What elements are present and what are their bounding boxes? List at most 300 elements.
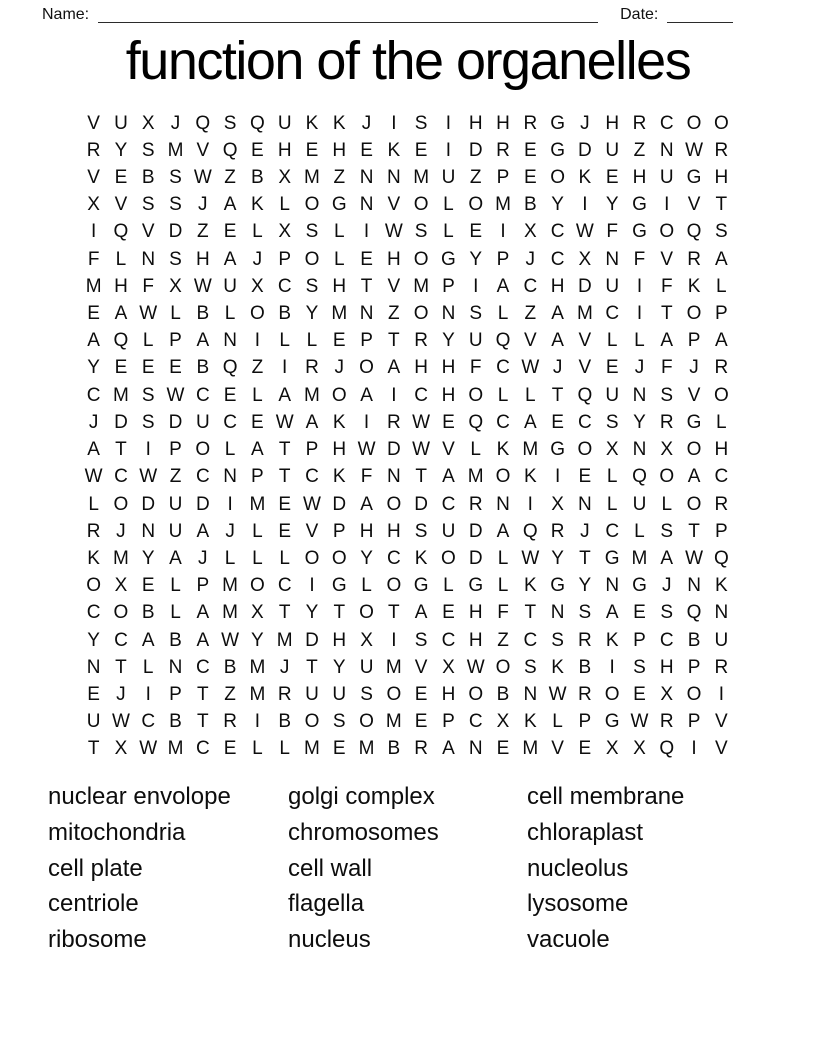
grid-cell: V xyxy=(551,738,564,760)
grid-cell: B xyxy=(141,167,155,189)
grid-cell: N xyxy=(223,466,237,488)
grid-cell: D xyxy=(578,275,592,297)
grid-cell: U xyxy=(605,384,620,406)
grid-cell: E xyxy=(414,139,428,161)
grid-cell: S xyxy=(469,303,483,325)
grid-cell: R xyxy=(414,738,428,760)
grid-cell: A xyxy=(196,629,210,651)
grid-cell: C xyxy=(496,357,510,379)
grid-cell: Y xyxy=(305,602,319,624)
grid-cell: M xyxy=(167,738,184,760)
grid-cell: D xyxy=(168,411,183,433)
grid-cell: O xyxy=(331,547,347,569)
grid-cell: H xyxy=(195,248,210,270)
grid-cell: T xyxy=(688,520,700,542)
grid-cell: U xyxy=(359,656,374,678)
grid-cell: P xyxy=(305,439,319,461)
grid-cell: E xyxy=(251,139,264,161)
grid-cell: E xyxy=(469,221,483,243)
grid-cell: L xyxy=(606,466,618,488)
word-list-item: chromosomes xyxy=(288,818,439,846)
grid-cell: C xyxy=(578,411,592,433)
grid-cell: O xyxy=(686,303,702,325)
grid-cell: G xyxy=(441,248,456,270)
grid-cell: O xyxy=(577,439,593,461)
grid-cell: M xyxy=(304,738,320,760)
grid-cell: M xyxy=(576,303,593,325)
grid-cell: E xyxy=(223,221,237,243)
grid-cell: C xyxy=(195,466,210,488)
grid-cell: L xyxy=(279,547,290,569)
grid-cell: L xyxy=(170,602,181,624)
grid-cell: D xyxy=(468,520,483,542)
grid-cell: J xyxy=(198,194,208,216)
grid-cell: U xyxy=(332,683,347,705)
grid-cell: A xyxy=(251,439,264,461)
grid-cell: K xyxy=(523,575,537,597)
grid-cell: A xyxy=(87,330,100,352)
grid-cell: H xyxy=(114,275,128,297)
grid-cell: I xyxy=(582,194,588,216)
grid-cell: W xyxy=(384,221,403,243)
grid-cell: N xyxy=(632,439,647,461)
grid-cell: Z xyxy=(169,466,182,488)
grid-cell: A xyxy=(87,439,100,461)
grid-cell: O xyxy=(686,439,702,461)
grid-cell: V xyxy=(114,194,128,216)
grid-cell: N xyxy=(687,575,701,597)
grid-cell: N xyxy=(550,602,565,624)
grid-cell: R xyxy=(550,520,565,542)
grid-cell: S xyxy=(223,112,237,134)
grid-cell: S xyxy=(605,411,619,433)
grid-cell: Y xyxy=(578,575,592,597)
grid-cell: L xyxy=(443,575,454,597)
grid-cell: W xyxy=(193,167,212,189)
grid-cell: T xyxy=(551,384,564,406)
word-list-column xyxy=(288,779,439,958)
grid-cell: L xyxy=(224,547,236,569)
grid-row xyxy=(80,491,735,518)
grid-cell: W xyxy=(521,547,540,569)
grid-cell: E xyxy=(305,139,319,161)
grid-cell: L xyxy=(224,303,236,325)
grid-cell: Z xyxy=(469,167,482,189)
grid-cell: Y xyxy=(305,303,319,325)
grid-cell: A xyxy=(387,357,401,379)
grid-cell: X xyxy=(660,439,674,461)
grid-cell: S xyxy=(660,520,674,542)
grid-cell: E xyxy=(414,711,428,733)
grid-cell: P xyxy=(278,248,292,270)
grid-cell: S xyxy=(414,221,428,243)
grid-cell: P xyxy=(169,330,182,352)
grid-cell: A xyxy=(496,275,510,297)
grid-cell: M xyxy=(113,547,129,569)
grid-cell: U xyxy=(277,112,292,134)
grid-cell: I xyxy=(309,575,315,597)
grid-cell: G xyxy=(632,194,647,216)
grid-cell: G xyxy=(550,439,565,461)
grid-cell: L xyxy=(661,493,673,515)
grid-row xyxy=(80,192,735,219)
grid-cell: Y xyxy=(141,547,155,569)
grid-cell: V xyxy=(387,275,401,297)
grid-cell: X xyxy=(114,575,128,597)
grid-cell: P xyxy=(687,330,701,352)
grid-cell: E xyxy=(442,602,455,624)
grid-cell: E xyxy=(332,738,346,760)
grid-cell: C xyxy=(386,547,401,569)
grid-cell: D xyxy=(468,139,483,161)
grid-cell: R xyxy=(523,112,538,134)
grid-cell: F xyxy=(633,248,646,270)
grid-cell: N xyxy=(359,167,374,189)
grid-cell: V xyxy=(715,711,728,733)
word-list-item: nucleus xyxy=(288,926,371,954)
grid-row xyxy=(80,654,735,681)
grid-cell: G xyxy=(632,575,647,597)
grid-cell: B xyxy=(387,738,401,760)
grid-cell: M xyxy=(522,738,539,760)
grid-cell: V xyxy=(141,221,155,243)
grid-cell: K xyxy=(251,194,264,216)
grid-cell: M xyxy=(495,194,511,216)
grid-cell: I xyxy=(473,275,479,297)
grid-cell: V xyxy=(87,112,100,134)
grid-cell: P xyxy=(496,248,510,270)
grid-cell: Z xyxy=(633,139,646,161)
grid-cell: N xyxy=(578,493,592,515)
grid-cell: L xyxy=(170,575,181,597)
grid-cell: G xyxy=(632,221,647,243)
grid-cell: X xyxy=(278,167,292,189)
grid-cell: I xyxy=(609,656,615,678)
grid-cell: J xyxy=(198,547,208,569)
grid-cell: E xyxy=(251,411,264,433)
grid-cell: B xyxy=(251,167,264,189)
grid-cell: Q xyxy=(222,139,238,161)
grid-cell: S xyxy=(141,411,155,433)
grid-cell: Y xyxy=(251,629,264,651)
grid-cell: M xyxy=(222,602,238,624)
word-list-item: cell membrane xyxy=(527,783,685,810)
grid-cell: W xyxy=(139,738,158,760)
grid-cell: C xyxy=(605,303,620,325)
grid-cell: S xyxy=(660,602,674,624)
grid-cell: G xyxy=(686,167,702,189)
grid-cell: T xyxy=(115,656,127,678)
grid-cell: H xyxy=(332,439,347,461)
grid-cell: O xyxy=(713,384,729,406)
grid-cell: L xyxy=(443,221,454,243)
grid-cell: Y xyxy=(87,629,100,651)
grid-cell: C xyxy=(441,629,456,651)
grid-cell: Q xyxy=(468,411,484,433)
grid-cell: J xyxy=(88,411,99,433)
grid-cell: U xyxy=(441,520,456,542)
grid-cell: H xyxy=(496,112,510,134)
word-list-item: cell plate xyxy=(48,854,143,882)
grid-cell: T xyxy=(415,466,427,488)
grid-cell: M xyxy=(113,384,129,406)
grid-row xyxy=(80,437,735,464)
grid-cell: V xyxy=(305,520,319,542)
word-list-item: cell wall xyxy=(288,854,373,882)
grid-cell: C xyxy=(277,575,292,597)
grid-cell: O xyxy=(386,493,402,515)
grid-cell: O xyxy=(304,547,320,569)
grid-cell: I xyxy=(718,683,724,705)
grid-cell: O xyxy=(331,384,347,406)
grid-cell: A xyxy=(305,411,319,433)
grid-cell: H xyxy=(441,683,456,705)
grid-cell: S xyxy=(523,656,537,678)
grid-cell: E xyxy=(578,466,592,488)
grid-cell: Y xyxy=(360,547,373,569)
grid-cell: V xyxy=(687,194,701,216)
grid-cell: L xyxy=(88,493,99,515)
grid-cell: V xyxy=(87,167,100,189)
grid-cell: G xyxy=(550,139,565,161)
grid-cell: C xyxy=(550,248,565,270)
grid-cell: D xyxy=(141,493,156,515)
grid-cell: Y xyxy=(332,656,346,678)
grid-cell: A xyxy=(278,384,292,406)
grid-cell: D xyxy=(578,139,592,161)
grid-cell: W xyxy=(139,466,158,488)
grid-cell: L xyxy=(716,275,727,297)
grid-cell: I xyxy=(391,384,397,406)
grid-cell: Q xyxy=(686,221,702,243)
grid-cell: M xyxy=(222,575,238,597)
grid-cell: R xyxy=(659,411,674,433)
grid-cell: B xyxy=(196,357,210,379)
grid-cell: I xyxy=(363,411,370,433)
grid-cell: X xyxy=(496,711,510,733)
grid-cell: U xyxy=(195,411,210,433)
grid-row xyxy=(80,164,735,191)
grid-cell: X xyxy=(251,275,264,297)
grid-row xyxy=(80,709,735,736)
grid-cell: N xyxy=(632,384,647,406)
grid-cell: E xyxy=(223,738,237,760)
word-list-column xyxy=(48,779,231,958)
grid-cell: S xyxy=(414,112,428,134)
word-list-item: vacuole xyxy=(527,926,610,954)
grid-cell: H xyxy=(332,139,347,161)
grid-cell: H xyxy=(441,357,456,379)
grid-cell: H xyxy=(605,112,620,134)
grid-cell: M xyxy=(85,275,102,297)
grid-cell: J xyxy=(361,112,372,134)
grid-cell: M xyxy=(413,275,430,297)
grid-cell: E xyxy=(605,357,619,379)
grid-cell: S xyxy=(633,656,646,678)
grid-cell: R xyxy=(632,112,647,134)
grid-cell: M xyxy=(304,167,320,189)
grid-cell: F xyxy=(497,602,509,624)
grid-cell: L xyxy=(634,520,645,542)
word-list-item: nucleolus xyxy=(527,854,629,882)
grid-cell: V xyxy=(442,439,455,461)
grid-cell: Q xyxy=(113,330,129,352)
grid-cell: C xyxy=(86,384,101,406)
grid-cell: E xyxy=(578,738,592,760)
grid-cell: C xyxy=(223,411,237,433)
grid-cell: E xyxy=(169,357,182,379)
grid-cell: S xyxy=(169,194,182,216)
grid-cell: D xyxy=(168,221,183,243)
grid-cell: J xyxy=(580,112,590,134)
grid-cell: B xyxy=(496,683,510,705)
grid-cell: E xyxy=(141,575,155,597)
grid-cell: J xyxy=(225,520,235,542)
grid-cell: L xyxy=(497,303,509,325)
grid-cell: K xyxy=(523,466,537,488)
grid-cell: Q xyxy=(632,466,647,488)
grid-cell: G xyxy=(468,575,484,597)
grid-cell: V xyxy=(660,248,674,270)
grid-cell: H xyxy=(468,602,483,624)
grid-cell: C xyxy=(605,520,620,542)
grid-cell: O xyxy=(359,602,374,624)
grid-cell: A xyxy=(551,330,564,352)
grid-cell: V xyxy=(387,194,401,216)
grid-cell: U xyxy=(223,275,237,297)
grid-cell: E xyxy=(87,303,100,325)
grid-cell: X xyxy=(87,194,100,216)
grid-cell: D xyxy=(114,411,128,433)
word-list-item: nuclear envolope xyxy=(48,783,231,810)
grid-cell: B xyxy=(141,602,155,624)
grid-cell: Q xyxy=(713,547,729,569)
grid-cell: B xyxy=(169,711,182,733)
grid-cell: U xyxy=(114,112,128,134)
grid-cell: K xyxy=(605,629,619,651)
grid-cell: E xyxy=(114,357,128,379)
grid-cell: I xyxy=(500,221,506,243)
grid-cell: R xyxy=(714,656,729,678)
grid-cell: O xyxy=(468,384,484,406)
grid-cell: R xyxy=(277,683,292,705)
grid-cell: I xyxy=(145,683,151,705)
word-list-item: mitochondria xyxy=(48,818,186,846)
grid-cell: H xyxy=(632,167,647,189)
grid-cell: Z xyxy=(224,167,236,189)
grid-row xyxy=(80,110,735,137)
grid-cell: I xyxy=(664,194,670,216)
grid-cell: I xyxy=(254,330,261,352)
grid-cell: S xyxy=(715,221,728,243)
grid-cell: L xyxy=(716,411,727,433)
grid-cell: I xyxy=(91,221,97,243)
grid-cell: B xyxy=(523,194,537,216)
grid-cell: X xyxy=(251,602,264,624)
grid-cell: P xyxy=(169,439,182,461)
grid-cell: J xyxy=(334,357,344,379)
grid-cell: C xyxy=(550,221,565,243)
grid-cell: W xyxy=(412,411,431,433)
grid-cell: B xyxy=(169,629,182,651)
grid-cell: N xyxy=(86,656,101,678)
grid-cell: P xyxy=(578,711,592,733)
grid-row xyxy=(80,627,735,654)
grid-cell: A xyxy=(496,520,510,542)
grid-cell: H xyxy=(714,439,729,461)
grid-cell: Q xyxy=(659,738,675,760)
grid-cell: L xyxy=(306,330,318,352)
grid-cell: E xyxy=(496,738,510,760)
grid-cell: T xyxy=(333,602,346,624)
grid-cell: M xyxy=(249,656,266,678)
grid-cell: I xyxy=(254,711,261,733)
grid-cell: E xyxy=(114,167,128,189)
grid-cell: Q xyxy=(249,112,265,134)
grid-cell: J xyxy=(252,248,263,270)
grid-cell: D xyxy=(468,547,483,569)
grid-cell: L xyxy=(333,221,345,243)
grid-cell: T xyxy=(388,602,400,624)
grid-cell: J xyxy=(662,575,672,597)
grid-cell: K xyxy=(387,139,401,161)
grid-row xyxy=(80,137,735,164)
grid-cell: O xyxy=(413,248,429,270)
grid-cell: A xyxy=(660,547,674,569)
grid-cell: R xyxy=(496,139,510,161)
grid-cell: P xyxy=(633,629,646,651)
grid-cell: K xyxy=(715,575,728,597)
grid-cell: E xyxy=(332,330,346,352)
grid-cell: A xyxy=(169,547,182,569)
grid-cell: A xyxy=(360,384,373,406)
grid-cell: F xyxy=(606,221,618,243)
grid-cell: M xyxy=(385,711,402,733)
grid-cell: R xyxy=(305,357,319,379)
grid-cell: M xyxy=(358,738,375,760)
grid-cell: L xyxy=(333,248,345,270)
grid-cell: M xyxy=(249,683,266,705)
grid-cell: Y xyxy=(87,357,100,379)
grid-cell: L xyxy=(252,738,263,760)
grid-cell: A xyxy=(442,738,455,760)
grid-cell: J xyxy=(170,112,181,134)
grid-cell: S xyxy=(141,194,155,216)
grid-cell: C xyxy=(195,384,210,406)
grid-cell: E xyxy=(414,683,428,705)
grid-cell: P xyxy=(496,167,510,189)
grid-cell: X xyxy=(660,683,674,705)
grid-cell: H xyxy=(441,384,456,406)
grid-cell: L xyxy=(279,738,290,760)
grid-cell: Q xyxy=(495,330,511,352)
grid-cell: D xyxy=(414,493,428,515)
grid-cell: K xyxy=(551,656,564,678)
grid-cell: W xyxy=(111,711,130,733)
grid-cell: W xyxy=(630,711,649,733)
grid-cell: N xyxy=(496,493,510,515)
grid-cell: R xyxy=(414,330,428,352)
grid-cell: N xyxy=(386,466,401,488)
grid-cell: H xyxy=(386,520,401,542)
grid-cell: I xyxy=(445,112,452,134)
grid-cell: J xyxy=(552,357,563,379)
grid-cell: H xyxy=(550,275,565,297)
grid-cell: X xyxy=(114,738,128,760)
grid-cell: B xyxy=(278,711,292,733)
grid-cell: P xyxy=(169,683,182,705)
grid-cell: T xyxy=(715,194,728,216)
